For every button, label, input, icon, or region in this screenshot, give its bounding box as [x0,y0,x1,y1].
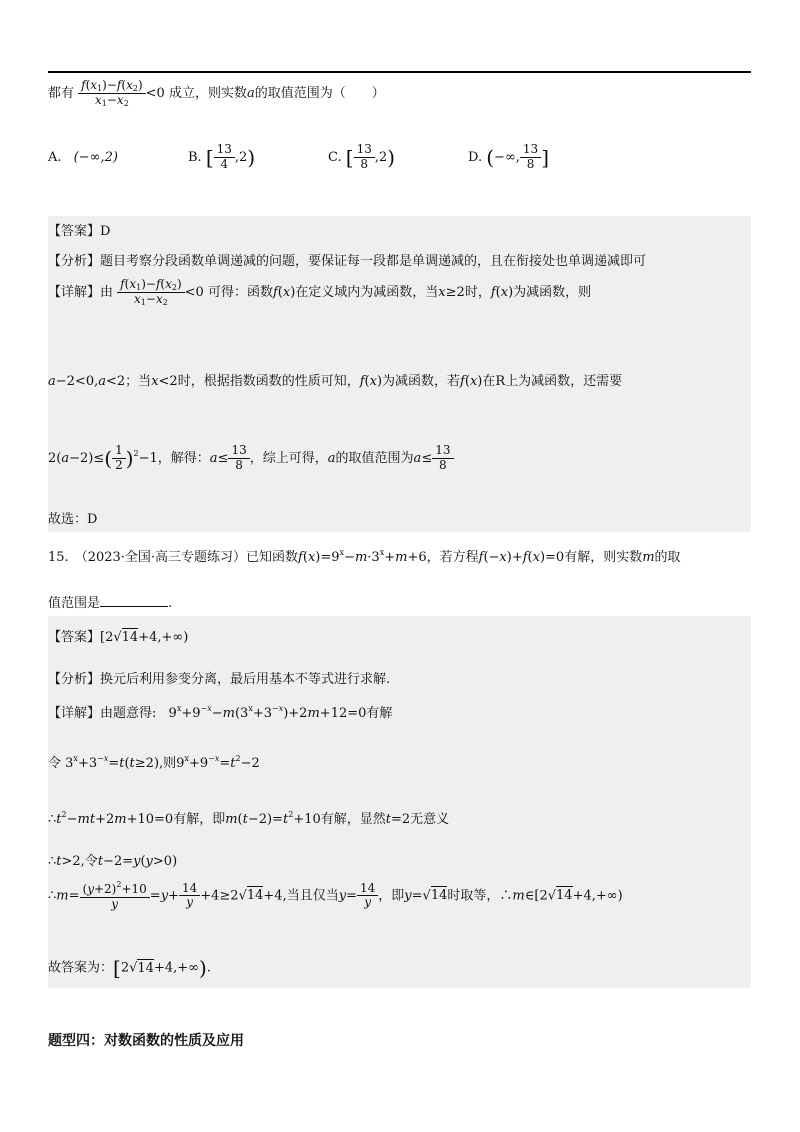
q15-line5-t3: 时取等， [447,888,500,904]
q14-line2-t2: 时，根据指数函数的性质可知， [177,374,360,389]
q15-stem-end: . [168,596,173,611]
q14-detail-t5: 为减函数，则 [513,285,592,301]
q14-detail-t2: 可得：函数 [207,285,273,301]
top-rule [48,71,751,73]
q14-line3-t2: ，综上可得， [249,450,328,466]
q14-answer-label: 【答案】 [48,224,101,239]
q15-answer-label: 【答案】 [48,630,101,645]
q15-answer-blank [100,594,168,607]
q15-final: 故答案为：[2√14+4,+∞). [48,956,211,980]
q15-analysis-text: 换元后利用参变分离，最后用基本不等式进行求解. [100,672,391,687]
q15-stem-t3: 有解，则实数 [564,550,643,565]
q15-analysis [48,668,390,687]
q15-detail-line2: 令 $3^x+3^{-x}=t(t\ge 2)$,则$9^x+9^{-x}=t^2-2$ [48,754,260,771]
q14-detail-line1: 【详解】由 $\frac{f(x_1)-f(x_2)}{x_1-x_2}$ <0 可得：函数f(x)在定义域内为减函数，当x≥2时，f(x)为减函数，则 [48,277,592,308]
q15-detail-t1: 由题意得: [100,706,157,721]
q14-option-a-label: A. [48,150,62,165]
q14-analysis-text: 题目考察分段函数单调递减的问题，要保证每一段都是单调递减的，且在衔接处也单调递减即可 [100,254,647,269]
q14-line3-t3: 的取值范围为 [335,450,414,466]
q15-let-prefix: 令 [48,756,62,771]
q14-stem: 都有 $\frac{f(x_1)-f(x_2)}{x_1-x_2}$ <0 成立，则实数a的取值范围为（ ） [48,78,385,109]
q14-detail-label: 【详解】 [48,285,101,301]
q15-line3-t1: 有解，即 [173,812,226,827]
q15-stem-line2-text: 值范围是 [48,596,101,611]
q14-detail-t3: 在定义域内为减函数，当 [295,285,439,301]
q14-option-c-label: C. [328,149,342,165]
q15-detail-line3: $\therefore t^2-mt+2m+10=0$有解，即$m(t-2)=t^2+10$有解，显然t=2无意义 [48,810,450,827]
q14-option-b-label: B. [188,149,202,165]
q14-option-b: B. [ $\frac{13}{4}$ ,2) [188,142,256,171]
q15-stem-t4: 的取 [654,550,681,565]
q14-stem-prefix: 都有 [48,86,75,102]
q15-line3-t3: 无意义 [410,812,450,827]
q15-line5-t2: ，即 [378,888,405,904]
q14-option-d-label: D. [468,149,483,165]
q14-stem-var: a [246,86,255,102]
q14-detail-t1: 由 [100,285,114,301]
q14-detail-line2: a−2<0,a<2；当x<2时，根据指数函数的性质可知，f(x)为减函数，若f(x)在R上为减函数，还需要 [48,374,623,389]
q15-final-label: 故答案为： [48,960,114,976]
q15-analysis-label: 【分析】 [48,672,101,687]
q15-stem-t2: ，若方程 [426,550,479,565]
q15-answer: 【答案】[2√14+4,+∞) [48,630,189,645]
q14-analysis-label: 【分析】 [48,254,101,269]
q14-conclusion: 故选：D [48,512,98,527]
q15-number: 15. [48,550,69,565]
q14-line2-t3: 为减函数，若 [382,374,461,389]
q14-detail-t4: 时， [464,285,491,301]
q14-stem-end: 的取值范围为（ ） [254,86,385,102]
q14-line2-t1: ；当 [125,374,152,389]
q14-stem-suffix: 成立，则实数 [168,86,247,102]
q15-stem-line2 [48,592,172,611]
q15-line5-t1: ,当且仅当 [282,888,339,904]
q14-answer-value: D [100,224,111,239]
q15-detail-line1: 【详解】由题意得: $9^x+9^{-x}-m(3^x+3^{-x})+2m+12=0$有解 [48,704,393,721]
section-heading: 题型四：对数函数的性质及应用 [48,1033,244,1049]
q14-answer [48,220,110,239]
q14-option-c: C. [ $\frac{13}{8}$ ,2) [328,142,396,171]
q14-option-a: A. (−∞,2) [48,150,118,165]
q15-detail-t2: 有解 [366,706,393,721]
q15-detail-line4: ∴t>2,令t−2=y(y>0) [48,854,178,869]
q14-stem-fraction: $\frac{f(x_1)-f(x_2)}{x_1-x_2}$ [78,79,145,108]
q15-detail-label: 【详解】 [48,706,101,721]
q15-detail-line5: ∴m= $\frac{(y+2)^2+10}{y}$ =y+ $\frac{14}{y}$ +4≥2√14+4,当且仅当y= $\frac{14}{y}$ ，即y=√14时取等，∴m∈[2√14+4,+∞) [48,880,623,911]
q14-line2-t4: 在R上为减函数，还需要 [482,374,623,389]
q15-line3-t2: 有解，显然 [320,812,386,827]
q14-detail-line3: 2(a−2)≤( $\frac{1}{2}$ )$^2$−1，解得：a≤ $\frac{13}{8}$ ，综上可得，a的取值范围为a≤ $\frac{13}{8}$ [48,444,454,473]
q15-source: （2023·全国·高三专题练习）已知函数 [74,550,299,565]
q15-stem-line1: 15. （2023·全国·高三专题练习）已知函数$f(x)=9^x-m\cdot 3^x+m+6$，若方程f(−x)+f(x)=0有解，则实数m的取 [48,548,681,565]
q14-option-d: D. (−∞, $\frac{13}{8}$ ] [468,142,549,171]
q14-line3-t1: ，解得： [157,450,210,466]
q14-analysis [48,250,646,269]
